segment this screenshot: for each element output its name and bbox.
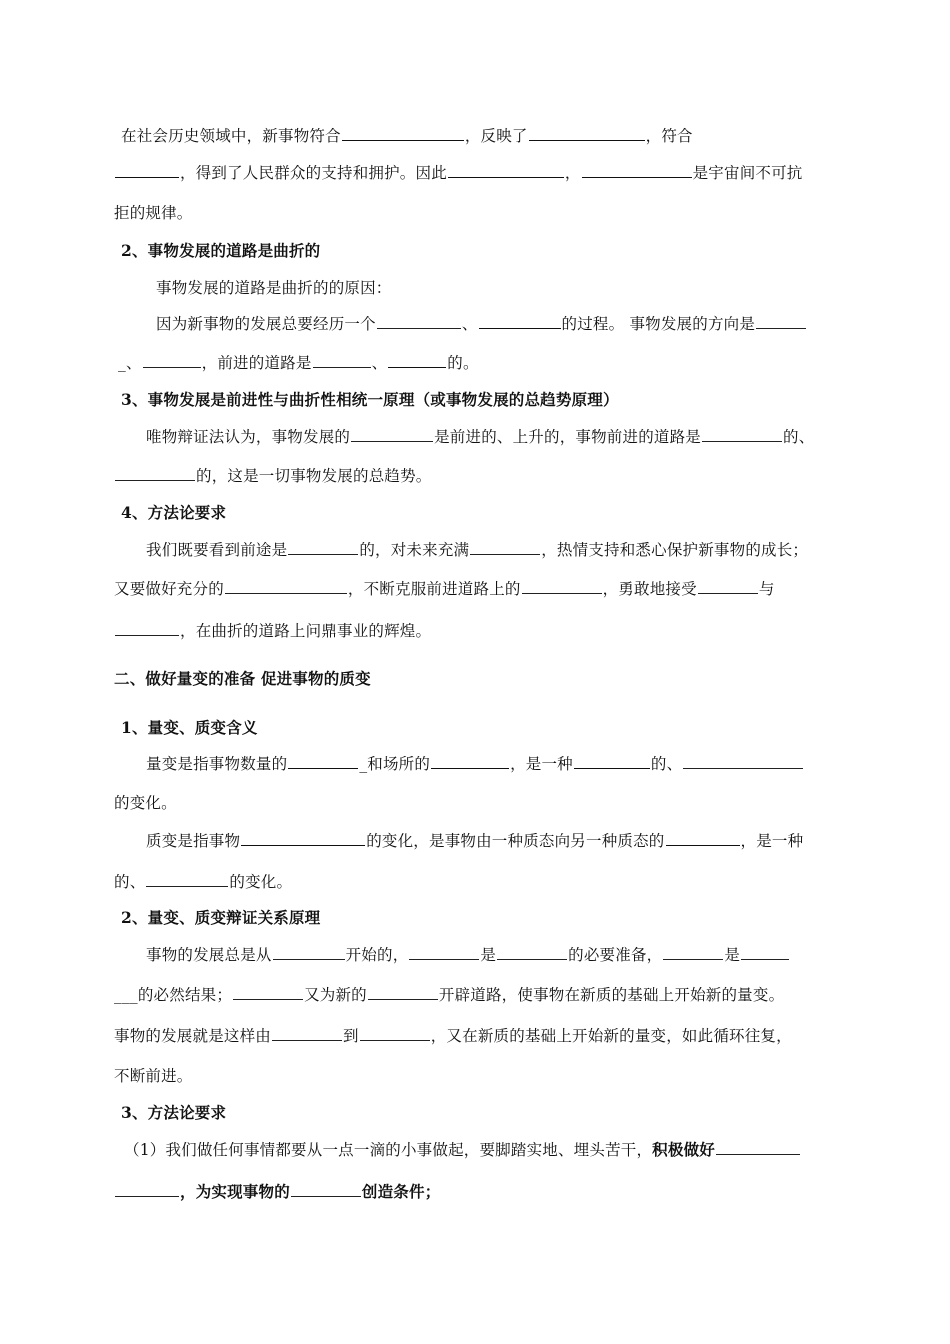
para-method — [146, 539, 808, 561]
text: 事物的发展就是这样由 — [114, 1027, 272, 1045]
fill-blank[interactable] — [522, 578, 602, 594]
text: 开辟道路，使事物在新质的基础上开始新的量变。 — [438, 986, 785, 1004]
text: 的、 — [650, 755, 683, 773]
text: ，不断克服前进道路上的 — [347, 580, 521, 598]
fill-blank[interactable] — [698, 578, 758, 594]
text: 的、 — [783, 428, 815, 446]
text: 因为新事物的发展总要经历一个 — [156, 315, 376, 333]
text: 又为新的 — [304, 986, 367, 1004]
text: 是宇宙间不可抗 — [692, 164, 803, 182]
heading-2: 2、事物发展的道路是曲折的 — [121, 241, 321, 260]
para-new-things — [121, 125, 693, 147]
text: ___的必然结果； — [114, 986, 233, 1004]
text: ，又在新质的基础上开始新的量变，如此循环往复， — [430, 1027, 792, 1045]
fill-blank[interactable] — [146, 871, 228, 887]
para-new-things-3 — [114, 202, 193, 224]
text: _和场所的 — [359, 755, 431, 773]
text: 、 — [371, 354, 388, 372]
para-quantity-2 — [114, 792, 177, 814]
text: 的、 — [114, 873, 146, 891]
fill-blank[interactable] — [663, 944, 723, 960]
fill-blank[interactable] — [702, 426, 782, 442]
para-twisting — [156, 313, 807, 335]
text: 的变化。 — [229, 873, 293, 891]
text: ，得到了人民群众的支持和拥护。因此 — [180, 164, 447, 182]
fill-blank[interactable] — [716, 1139, 800, 1155]
para-quantity — [146, 753, 804, 775]
text: 的变化，是事物由一种质态向另一种质态的 — [366, 832, 665, 850]
para-method-3 — [114, 620, 431, 642]
text: 积极做好 — [652, 1140, 715, 1159]
text: 的变化。 — [114, 794, 177, 812]
text: ，是一种 — [740, 832, 804, 850]
heading-q2: 2、量变、质变辩证关系原理 — [121, 908, 321, 927]
text: 开始的， — [345, 946, 409, 964]
text: 与 — [758, 580, 775, 598]
text: 创造条件； — [361, 1182, 441, 1201]
para-trend — [146, 426, 814, 448]
fill-blank[interactable] — [497, 944, 567, 960]
fill-blank[interactable] — [574, 753, 650, 769]
fill-blank[interactable] — [291, 1181, 361, 1197]
fill-blank[interactable] — [272, 1025, 342, 1041]
fill-blank[interactable] — [479, 313, 561, 329]
fill-blank[interactable] — [666, 830, 740, 846]
text: ，反映了 — [464, 127, 528, 145]
para-relation-3 — [114, 1025, 792, 1047]
para-relation — [146, 944, 790, 966]
text: 质变是指事物 — [146, 832, 241, 850]
fill-blank[interactable] — [143, 352, 201, 368]
fill-blank[interactable] — [388, 352, 446, 368]
text: 唯物辩证法认为，事物发展的 — [146, 428, 351, 446]
para-quality-2 — [114, 871, 292, 893]
text: 的。 — [447, 354, 479, 372]
fill-blank[interactable] — [115, 620, 179, 636]
text: ，是一种 — [510, 755, 573, 773]
part-two-heading: 二、做好量变的准备 促进事物的质变 — [114, 669, 371, 688]
text: 事物的发展总是从 — [146, 946, 272, 964]
text: 量变是指事物数量的 — [146, 755, 288, 773]
fill-blank[interactable] — [431, 753, 509, 769]
text: （1）我们做任何事情都要从一点一滴的小事做起，要脚踏实地、埋头苦干， — [124, 1141, 653, 1159]
heading-q1: 1、量变、质变含义 — [121, 718, 258, 737]
text: 是前进的、上升的，事物前进的道路是 — [434, 428, 702, 446]
text: ， — [564, 164, 581, 182]
para-relation-2 — [114, 984, 784, 1006]
heading-q3: 3、方法论要求 — [121, 1103, 227, 1122]
fill-blank[interactable] — [683, 753, 803, 769]
fill-blank[interactable] — [360, 1025, 430, 1041]
text: ，为实现事物的 — [180, 1182, 290, 1201]
text: _、 — [118, 354, 142, 372]
fill-blank[interactable] — [233, 984, 303, 1000]
heading-3: 3、事物发展是前进性与曲折性相统一原理（或事物发展的总趋势原理） — [121, 390, 619, 409]
text: ，勇敢地接受 — [602, 580, 697, 598]
text: 的，对未来充满 — [359, 541, 470, 559]
text: 是 — [724, 946, 741, 964]
para-method-q3-2 — [114, 1181, 440, 1203]
fill-blank[interactable] — [582, 162, 692, 178]
fill-blank[interactable] — [529, 125, 645, 141]
text: 拒的规律。 — [114, 204, 193, 222]
text: ，符合 — [645, 127, 693, 145]
heading-4: 4、方法论要求 — [121, 503, 227, 522]
text: 的，这是一切事物发展的总趋势。 — [196, 467, 432, 485]
fill-blank[interactable] — [225, 578, 347, 594]
fill-blank[interactable] — [241, 830, 365, 846]
text: 在社会历史领域中，新事物符合 — [121, 127, 341, 145]
text: 不断前进。 — [114, 1067, 193, 1085]
para-method-q3 — [124, 1139, 801, 1161]
fill-blank[interactable] — [756, 313, 806, 329]
text: 又要做好充分的 — [114, 580, 224, 598]
fill-blank[interactable] — [115, 465, 195, 481]
para-quality — [146, 830, 803, 852]
text: 的过程。 事物发展的方向是 — [561, 315, 756, 333]
text: ，在曲折的道路上问鼎事业的辉煌。 — [180, 622, 432, 640]
para-twisting-2 — [118, 352, 479, 374]
fill-blank[interactable] — [313, 352, 371, 368]
para-relation-4 — [114, 1065, 193, 1087]
fill-blank[interactable] — [288, 753, 358, 769]
para-new-things-2 — [114, 162, 803, 184]
fill-blank[interactable] — [351, 426, 433, 442]
reason-label: 事物发展的道路是曲折的的原因： — [156, 279, 392, 297]
fill-blank[interactable] — [377, 313, 461, 329]
para-method-2 — [114, 578, 775, 600]
text: 、 — [461, 315, 478, 333]
text: ，热情支持和悉心保护新事物的成长； — [541, 541, 809, 559]
fill-blank[interactable] — [342, 125, 464, 141]
fill-blank[interactable] — [409, 944, 479, 960]
para-trend-2 — [114, 465, 432, 487]
fill-blank[interactable] — [368, 984, 438, 1000]
text: ，前进的道路是 — [201, 354, 312, 372]
text: 到 — [343, 1027, 359, 1045]
fill-blank[interactable] — [470, 539, 540, 555]
fill-blank[interactable] — [115, 1181, 179, 1197]
fill-blank[interactable] — [115, 162, 179, 178]
fill-blank[interactable] — [288, 539, 358, 555]
text: 是 — [480, 946, 497, 964]
fill-blank[interactable] — [741, 944, 789, 960]
fill-blank[interactable] — [273, 944, 345, 960]
fill-blank[interactable] — [448, 162, 564, 178]
text: 我们既要看到前途是 — [146, 541, 288, 559]
text: 的必要准备， — [568, 946, 663, 964]
